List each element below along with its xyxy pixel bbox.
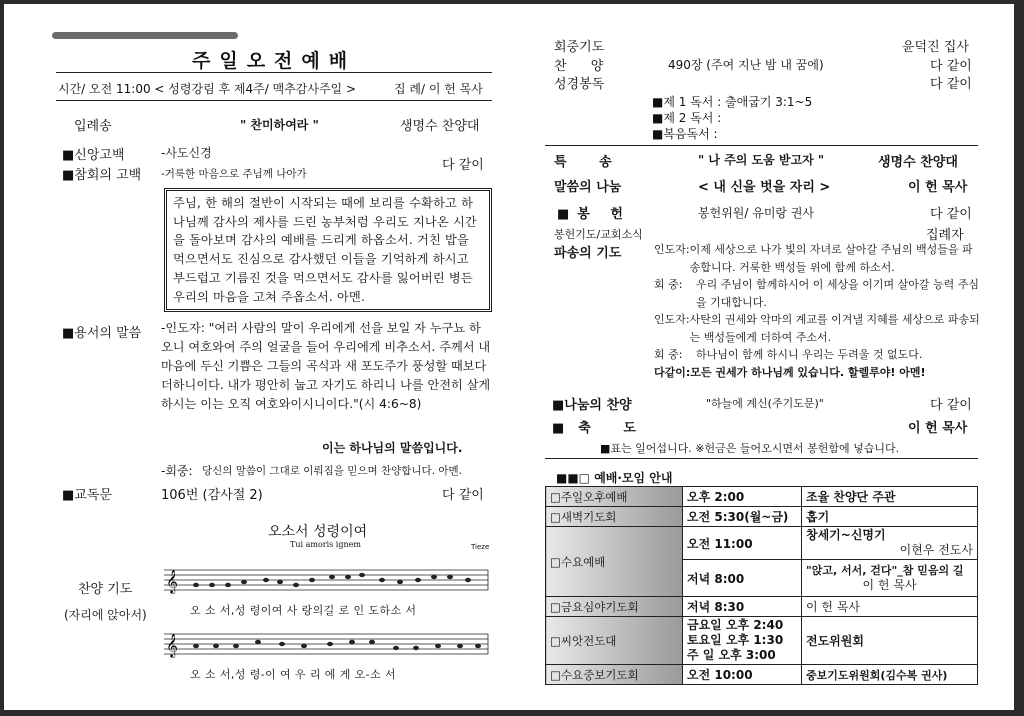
offering-prayer-label: 봉헌기도/교회소식 — [554, 228, 643, 241]
svg-text:𝄞: 𝄞 — [166, 633, 178, 657]
sermon-label: 말씀의 나눔 — [554, 180, 622, 195]
creed-label: ■신앙고백 — [62, 148, 125, 163]
reading-by: 다 같이 — [442, 488, 484, 503]
svg-text:𝄞: 𝄞 — [166, 569, 178, 593]
pardon-text: -인도자: "여러 사람의 말이 우리에게 선을 보일 자 누구뇨 하오니 여호와여 주의 얼굴을 들어 우리에게 비추소서. 주께서 내 마음에 두신 기쁨은 그들의 곡식과 새 포도주가 풍성할 때보다 더하니이다. 내가 평안히 눕고 자기도 하리니 나를 안전히 살게 하시는 이는 오직 여호와이시니이다."(시 4:6~8) — [161, 321, 491, 411]
song-sheet-composer: Tieze — [471, 543, 490, 551]
schedule-title: ■■□ 예배·모임 안내 — [556, 471, 673, 485]
offering-prayer-by: 집례자 — [926, 228, 964, 243]
song-lyrics-1: 오 소 서,성 령이여 사 랑의길 로 인 도하소 서 — [190, 604, 417, 617]
special-song-label: 특 송 — [554, 155, 626, 170]
table-row: □주일오후예배 오후 2:00 조율 찬양단 주관 — [546, 487, 978, 507]
offering-label: ■봉 헌 — [557, 207, 631, 222]
intro-song-label: 입례송 — [74, 119, 112, 134]
bulletin-notes: ■표는 일어섭니다. ※헌금은 들어오시면서 봉헌함에 넣습니다. — [600, 442, 900, 455]
reading-label: ■교독문 — [62, 488, 112, 503]
sharing-song-by: 다 같이 — [930, 398, 972, 413]
sending-prayer — [654, 241, 980, 381]
creed-text: -사도신경 — [161, 146, 212, 160]
intro-song-title: " 찬미하여라 " — [240, 118, 319, 132]
bulletin-page — [4, 4, 1014, 710]
reading-3: ■복음독서 : — [652, 127, 718, 141]
reading-2: ■제 2 독서 : — [652, 111, 722, 125]
table-row: □수요중보기도회 오전 10:00 중보기도위원회(김수복 권사) — [546, 665, 978, 685]
offering-text: 봉헌위원/ 유미랑 권사 — [698, 206, 815, 220]
sending-line: 인도자: 이제 세상으로 나가 빛의 자녀로 살아갈 주님의 백성들을 파송합니다. 거룩한 백성들 위에 함께 하소서. — [654, 243, 973, 274]
sharing-song-title: "하늘에 계신(주기도문)" — [706, 397, 824, 410]
reading-1: ■제 1 독서 : 출애굽기 3:1~5 — [652, 95, 813, 109]
confession-by: 다 같이 — [442, 158, 484, 173]
special-song-title: " 나 주의 도움 받고자 " — [698, 153, 825, 167]
table-row: □씨앗전도대 금요일 오후 2:40 토요일 오후 1:30 주 일 오후 3:00 전도위원회 — [546, 617, 978, 665]
pardon-closing: 이는 하나님의 말씀입니다. — [322, 441, 463, 455]
song-sheet-subtitle: Tui amoris ignem — [290, 540, 361, 549]
reading-text: 106번 (감사절 2) — [161, 488, 263, 503]
confession-prayer-box: 주님, 한 해의 절반이 시작되는 때에 보리를 수확하고 하나님께 감사의 제사를 드린 농부처럼 우리도 지나온 시간을 돌아보며 감사의 예배를 드리게 하옵소서. 거친 밥을 먹으면서도 진심으로 감사했던 이들을 기억하게 하시고 부드럽고 기름진 것을 먹으면서도 감사를 잃어버린 병든 우리의 마음을 고쳐 주옵소서. 아멘. — [164, 188, 492, 312]
table-row: □금요심야기도회 저녁 8:30 이 헌 목사 — [546, 597, 978, 617]
table-row: □수요예배 오전 11:00 창세기~신명기 이현우 전도사 — [546, 527, 978, 560]
service-time: 시간/ 오전 11:00 < 성령강림 후 제4주/ 맥추감사주일 > — [58, 82, 356, 96]
confession-text: -거룩한 마음으로 주님께 나아가 — [161, 168, 307, 180]
table-row: □새벽기도회 오전 5:30(월~금) 홉기 — [546, 507, 978, 527]
special-song-by: 생명수 찬양대 — [878, 155, 958, 170]
sharing-song-label: ■나눔의 찬양 — [552, 398, 632, 413]
pardon-response: 당신의 말씀이 그대로 이뤄짐을 믿으며 찬양합니다. 아멘. — [202, 465, 462, 477]
sermon-by: 이 헌 목사 — [908, 180, 968, 195]
praise-prayer-label: 찬양 기도 — [78, 582, 133, 597]
page-title: 주일오전예배 — [192, 50, 357, 72]
praise-prayer-note: (자리에 앉아서) — [64, 608, 147, 622]
blessing-by: 이 헌 목사 — [908, 421, 968, 436]
table-row: 저녁 8:00 "앉고, 서서, 걷다"_참 믿음의 길 이 헌 목사 — [546, 560, 978, 597]
song-sheet-title: 오소서 성령이여 — [268, 524, 368, 540]
sermon-title: < 내 신을 벗을 자리 > — [698, 180, 831, 195]
pardon-response-label: -회중: — [161, 464, 193, 478]
offering-by: 다 같이 — [930, 207, 972, 222]
intro-song-by: 생명수 찬양대 — [400, 119, 480, 134]
sending-line: 회 중: 하나님이 함께 하시니 우리는 두려울 것 없도다. — [654, 348, 923, 361]
hymn-by: 다 같이 — [930, 59, 972, 74]
hymn-label: 찬 양 — [554, 59, 614, 74]
sending-line: 회 중: 우리 주님이 함께하시어 이 세상을 이기며 살아갈 능력 주심을 기대합니다. — [654, 278, 979, 309]
hymn-text: 490장 (주여 지난 밤 내 꿈에) — [668, 58, 824, 72]
sending-line: 다같이: 모든 권세가 하나님께 있습니다. 할렐루야! 아멘! — [654, 365, 926, 379]
prayer-by: 윤덕진 집사 — [902, 40, 969, 55]
scripture-label: 성경봉독 — [554, 77, 605, 92]
song-lyrics-2: 오 소 서,성 령-이 여 우 리 에 게 오-소 서 — [190, 668, 396, 681]
schedule-table — [545, 486, 978, 685]
sending-line: 인도자: 사탄의 권세와 악마의 계교를 이겨낼 지혜를 세상으로 파송되는 백성들에게 더하여 주소서. — [654, 313, 980, 344]
service-leader: 집 례/ 이 헌 목사 — [394, 82, 483, 96]
confession-label: ■참회의 고백 — [62, 168, 142, 183]
scripture-by: 다 같이 — [930, 77, 972, 92]
blessing-label: ■축 도 — [552, 421, 650, 436]
scroll-indicator[interactable] — [52, 32, 238, 39]
pardon-label: ■용서의 말씀 — [62, 326, 142, 341]
sending-label: 파송의 기도 — [554, 246, 622, 261]
prayer-label: 회중기도 — [554, 40, 605, 55]
